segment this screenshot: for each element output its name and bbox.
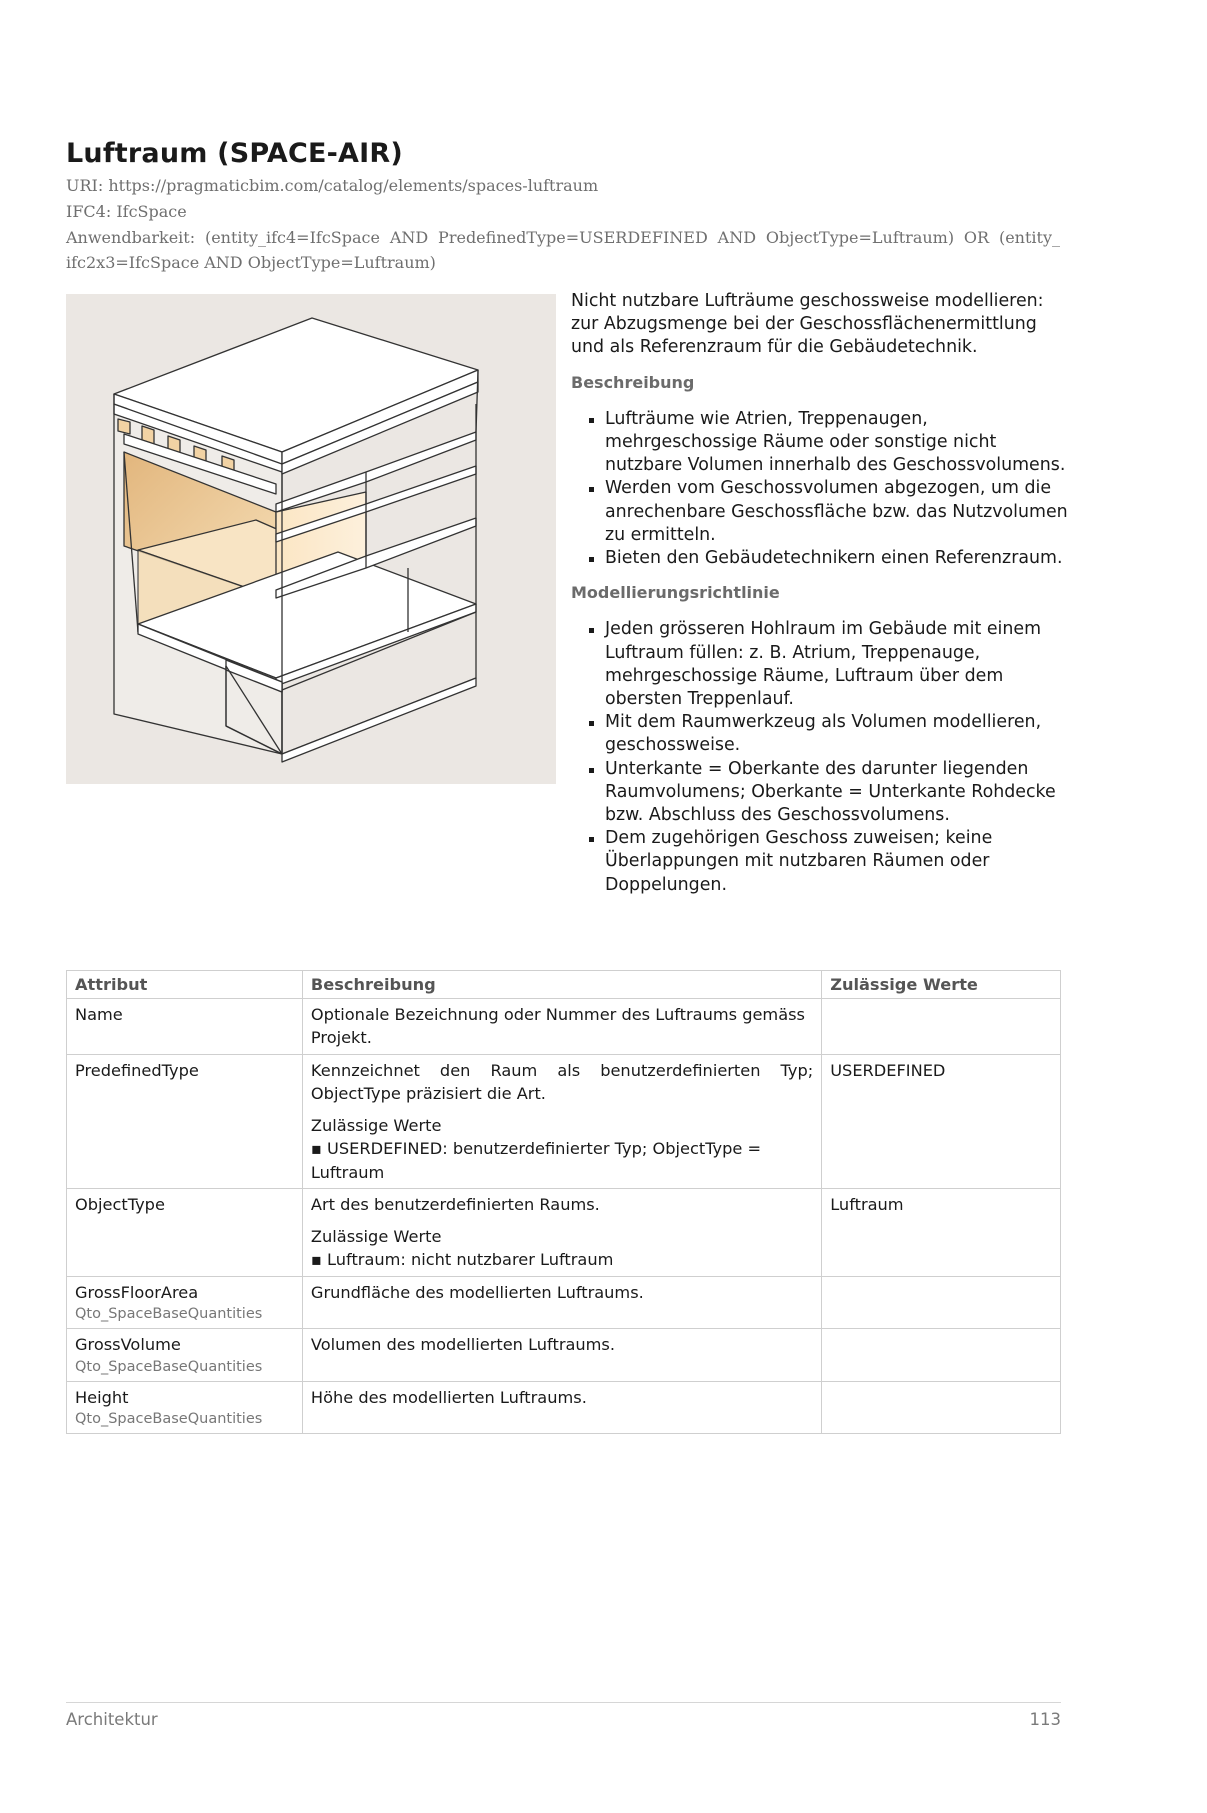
table-row [67,998,1061,1054]
beschreibung-heading: Beschreibung [571,372,695,392]
allowed-values-title: Zulässige Werte [310,1115,442,1135]
description-column [571,290,1071,907]
values-cell [822,1329,1061,1382]
property-set-label: Qto_SpaceBaseQuantities [75,1358,263,1375]
attr-cell [67,1329,303,1382]
table-header-row [67,971,1061,999]
column-header-zulaessige-werte: Zulässige Werte [822,971,1061,999]
attr-desc: Optionale Bezeichnung oder Nummer des Luftraums gemäss Projekt. [310,1004,805,1047]
isometric-building-icon [66,294,556,784]
column-header-beschreibung: Beschreibung [302,971,821,999]
intro-text: Nicht nutzbare Lufträume geschossweise modellieren: zur Abzugsmenge bei der Geschossflächenermittlung und als Referenzraum für die Gebäudetechnik. [571,291,1044,358]
list-item: Lufträume wie Atrien, Treppenaugen, mehrgeschossige Räume oder sonstige nicht nutzbare Volumen innerhalb des Geschossvolumens. [605,408,1071,478]
attr-cell [67,1381,303,1434]
list-item: Bieten den Gebäudetechnikern einen Referenzraum. [605,547,1071,570]
desc-cell [302,1329,821,1382]
attr-desc: Kennzeichnet den Raum als benutzerdefinierten Typ; ObjectType präzisiert die Art. [310,1060,814,1103]
list-item: Unterkante = Oberkante des darunter liegenden Raumvolumens; Oberkante = Unterkante Rohdecke bzw. Abschluss des Geschossvolumens. [605,758,1071,828]
list-item: Werden vom Geschossvolumen abgezogen, um die anrechenbare Geschossfläche bzw. das Nutzvolumen zu ermitteln. [605,477,1071,547]
footer-divider [66,1702,1061,1703]
table-row [67,1189,1061,1277]
attr-name: ObjectType [75,1195,165,1214]
page-title: Luftraum (SPACE-AIR) [66,138,403,169]
values-cell [822,1381,1061,1434]
building-illustration [66,294,556,784]
column-header-attribut: Attribut [67,971,303,999]
attr-name: Name [75,1004,123,1024]
attr-name: GrossFloorArea [75,1282,199,1302]
attr-cell [67,998,303,1054]
table-row [67,1329,1061,1382]
desc-cell [302,1189,821,1277]
modellierung-heading: Modellierungsrichtlinie [571,583,780,603]
uri-line: URI: https://pragmaticbim.com/catalog/elements/spaces-luftraum [66,176,599,195]
allowed-values-list: ▪ Luftraum: nicht nutzbarer Luftraum [310,1250,614,1269]
ifc4-line: IFC4: IfcSpace [66,202,187,221]
values-cell [822,998,1061,1054]
attr-desc: Art des benutzerdefinierten Raums. [310,1195,600,1214]
desc-cell [302,1054,821,1189]
property-set-label: Qto_SpaceBaseQuantities [75,1306,263,1322]
beschreibung-list [571,408,1071,570]
desc-cell [302,1381,821,1434]
property-set-label: Qto_SpaceBaseQuantities [75,1411,263,1427]
desc-cell [302,998,821,1054]
attribute-table [66,970,1061,1434]
values-cell: Luftraum [822,1189,1061,1277]
list-item: Mit dem Raumwerkzeug als Volumen modellieren, geschossweise. [605,711,1071,757]
page-number: 113 [1029,1710,1061,1729]
table-row [67,1054,1061,1189]
table-row [67,1381,1061,1434]
footer-section: Architektur [66,1710,158,1729]
attr-cell [67,1054,303,1189]
attr-cell [67,1189,303,1277]
attr-name: Height [75,1387,129,1407]
list-item: Dem zugehörigen Geschoss zuweisen; keine Überlappungen mit nutzbaren Räumen oder Doppelungen. [605,827,1071,897]
allowed-values-list: ▪ USERDEFINED: benutzerdefinierter Typ; ObjectType = Luftraum [310,1139,762,1182]
attr-name: PredefinedType [75,1060,199,1080]
values-cell: USERDEFINED [822,1054,1061,1189]
applicability-line: Anwendbarkeit: (entity_ifc4=IfcSpace AND PredefinedType=USERDEFINED AND ObjectType=Luftraum) OR (entity_ ifc2x3=IfcSpace AND ObjectType=Luftraum) [66,228,1060,272]
attr-cell [67,1276,303,1329]
attr-desc: Höhe des modellierten Luftraums. [310,1387,587,1407]
values-cell [822,1276,1061,1329]
desc-cell [302,1276,821,1329]
attr-desc: Grundfläche des modellierten Luftraums. [310,1282,644,1302]
list-item: Jeden grösseren Hohlraum im Gebäude mit einem Luftraum füllen: z. B. Atrium, Treppenauge, mehrgeschossige Räume, Luftraum über dem obersten Treppenlauf. [605,618,1071,711]
attr-name: GrossVolume [75,1335,181,1354]
attr-desc: Volumen des modellierten Luftraums. [310,1335,616,1354]
table-row [67,1276,1061,1329]
allowed-values-title: Zulässige Werte [310,1226,442,1246]
modellierung-list [571,618,1071,896]
